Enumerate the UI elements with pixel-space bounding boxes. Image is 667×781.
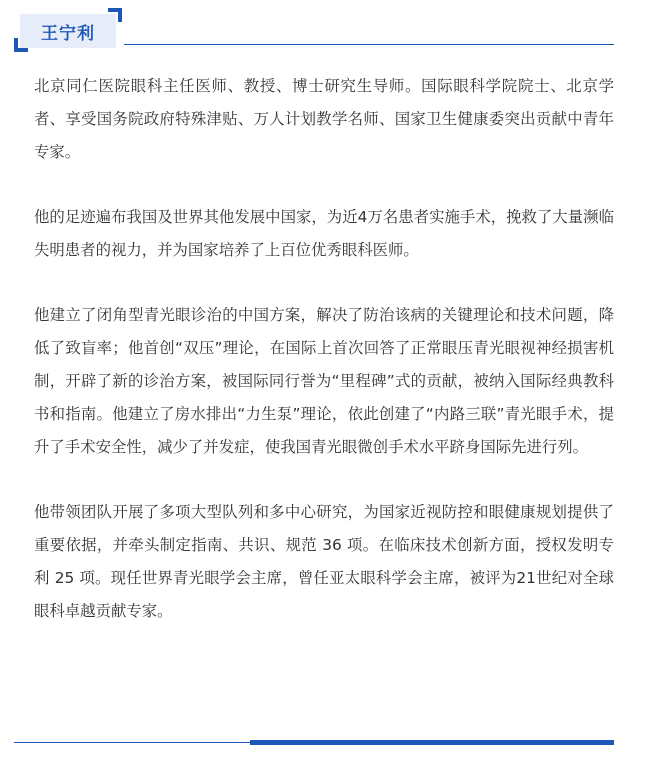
paragraph-research: 他建立了闭角型青光眼诊治的中国方案，解决了防治该病的关键理论和技术问题，降低了致盲率；他首创“双压”理论，在国际上首次回答了正常眼压青光眼视神经损害机制，开辟了新的诊治方案，被国际同行誉为“里程碑”式的贡献，被纳入国际经典教科书和指南。他建立了房水排出“力生泵”理论，依此创建了“内路三联”青光眼手术，提升了手术安全性，减少了并发症，使我国青光眼微创手术水平跻身国际先进行列。 bbox=[34, 306, 614, 456]
paragraph-achievements: 他带领团队开展了多项大型队列和多中心研究，为国家近视防控和眼健康规划提供了重要依据，并牵头制定指南、共识、规范 36 项。在临床技术创新方面，授权发明专利 25 项。现任世界青光眼学会主席，曾任亚太眼科学会主席，被评为21世纪对全球眼科卓越贡献专家。 bbox=[34, 503, 614, 620]
paragraph-surgery: 他的足迹遍布我国及世界其他发展中国家，为近4万名患者实施手术，挽救了大量濒临失明患者的视力，并为国家培养了上百位优秀眼科医师。 bbox=[34, 208, 614, 259]
paragraph-intro: 北京同仁医院眼科主任医师、教授、博士研究生导师。国际眼科学院院士、北京学者、享受国务院政府特殊津贴、万人计划教学名师、国家卫生健康委突出贡献中青年专家。 bbox=[34, 77, 614, 161]
biography-body bbox=[34, 70, 614, 660]
footer-thick-bar bbox=[250, 740, 614, 745]
person-name: 王宁利 bbox=[41, 23, 95, 44]
name-label-box bbox=[20, 14, 116, 48]
section-header bbox=[14, 8, 614, 54]
footer-thin-line bbox=[14, 742, 264, 743]
header-divider-line bbox=[124, 44, 614, 45]
